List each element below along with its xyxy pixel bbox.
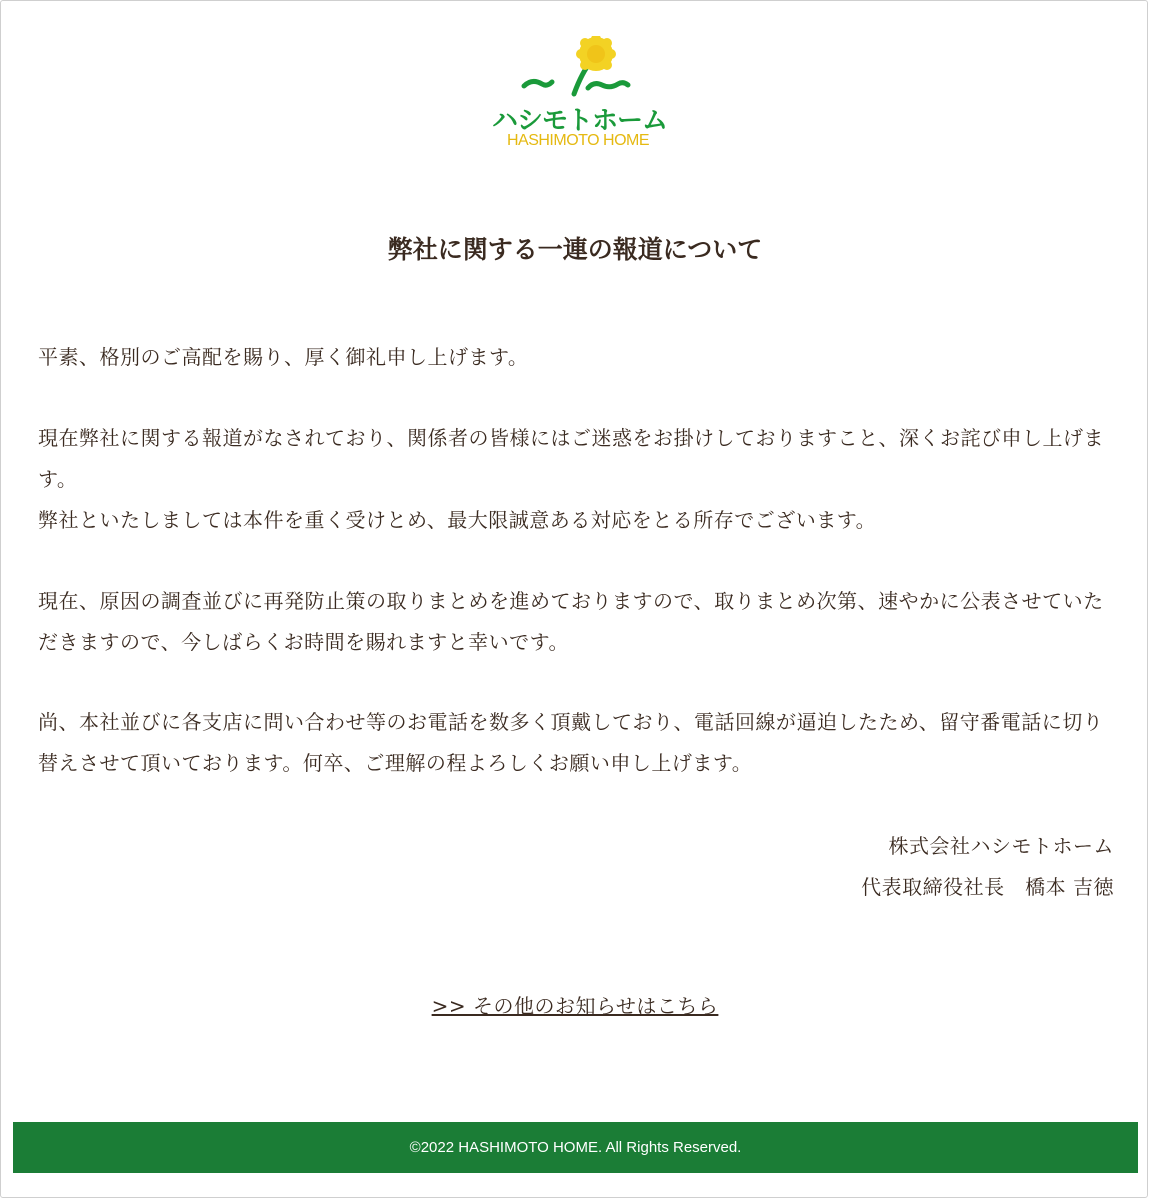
paragraph-phone-notice: 尚、本社並びに各支店に問い合わせ等のお電話を数多く頂戴しており、電話回線が逼迫したため、留守番電話に切り替えさせて頂いております。何卒、ご理解の程よろしくお願い申し上げます。 (38, 710, 1104, 775)
company-logo[interactable] (490, 36, 668, 156)
footer (13, 1122, 1138, 1173)
paragraph-commitment: 弊社といたしましては本件を重く受けとめ、最大限誠意ある対応をとる所存でございます。 (38, 508, 877, 532)
signature-representative: 代表取締役社長 橋本 吉徳 (861, 875, 1114, 899)
paragraph-apology: 現在弊社に関する報道がなされており、関係者の皆様にはご迷惑をお掛けしておりますこと、深くお詫び申し上げます。 (38, 426, 1104, 491)
dandelion-logo-icon (490, 36, 665, 106)
logo-text-en: HASHIMOTO HOME (506, 132, 650, 149)
copyright-text: ©2022 HASHIMOTO HOME. All Rights Reserved. (409, 1139, 742, 1156)
page-title: 弊社に関する一連の報道について (387, 235, 763, 264)
signature-company: 株式会社ハシモトホーム (888, 834, 1114, 858)
more-news-link[interactable]: >> その他のお知らせはこちら (431, 994, 719, 1018)
paragraph-greeting: 平素、格別のご高配を賜り、厚く御礼申し上げます。 (38, 345, 529, 369)
paragraph-investigation: 現在、原因の調査並びに再発防止策の取りまとめを進めておりますので、取りまとめ次第、速やかに公表させていただきますので、今しばらくお時間を賜れますと幸いです。 (38, 589, 1104, 654)
flower-icon (576, 36, 616, 71)
logo-text-jp: ハシモトホーム (492, 106, 668, 136)
more-news-link-container (0, 990, 1150, 1019)
